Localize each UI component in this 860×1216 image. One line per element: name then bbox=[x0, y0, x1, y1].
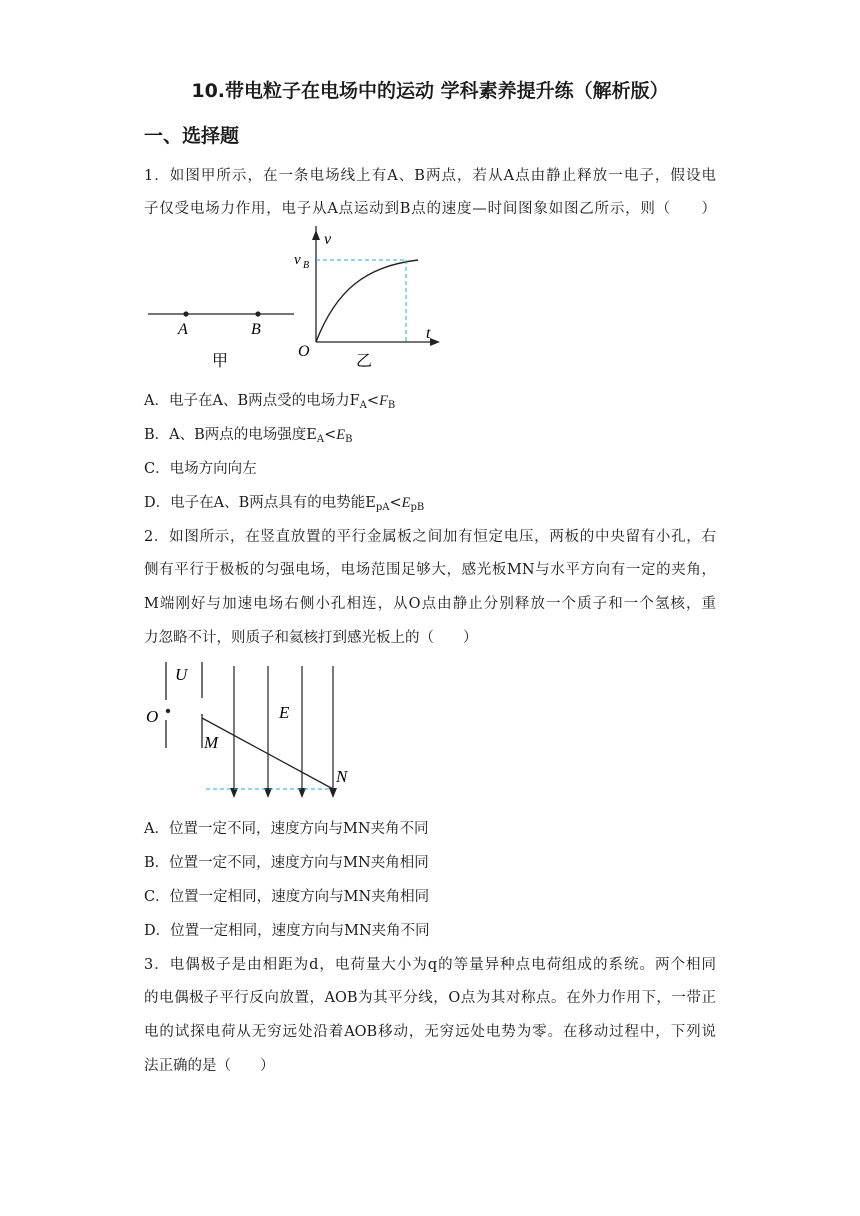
page-title: 10.带电粒子在电场中的运动 学科素养提升练（解析版） bbox=[191, 80, 669, 102]
q1-option-c: C．电场方向向左 bbox=[144, 461, 257, 477]
section-heading: 一、选择题 bbox=[144, 125, 240, 147]
q2-option-d: D．位置一定相同，速度方向与MN夹角不同 bbox=[144, 923, 430, 939]
q2-line-4: 力忽略不计，则质子和氦核打到感光板上的（ ） bbox=[144, 630, 478, 646]
q3-line-3: 电的试探电荷从无穷远处沿着AOB移动，无穷远处电势为零。在移动过程中，下列说 bbox=[144, 1024, 716, 1040]
voltage-label: U bbox=[175, 665, 188, 684]
q2-line-3: M端刚好与加速电场右侧小孔相连，从O点由静止分别释放一个质子和一个氢核，重 bbox=[144, 596, 716, 612]
q2-figure bbox=[140, 656, 370, 804]
q1-figure bbox=[140, 226, 450, 374]
vb-label: v bbox=[294, 252, 301, 268]
fig-jia-label: 甲 bbox=[212, 351, 229, 370]
fig-yi-label: 乙 bbox=[356, 351, 373, 370]
q2-line-2: 侧有平行于极板的匀强电场，电场范围足够大，感光板MN与水平方向有一定的夹角， bbox=[144, 562, 716, 578]
q1-option-a: A．电子在A、B两点受的电场力$F_A<F_B$ bbox=[144, 393, 396, 411]
field-e-label: E bbox=[279, 703, 290, 722]
axis-v-label: v bbox=[324, 231, 332, 248]
q3-line-4: 法正确的是（ ） bbox=[144, 1058, 275, 1074]
q2-option-c: C．位置一定相同，速度方向与MN夹角相同 bbox=[144, 889, 430, 905]
point-b-label: B bbox=[251, 321, 261, 338]
q1-line-1: 1．如图甲所示，在一条电场线上有A、B两点，若从A点由静止释放一电子，假设电 bbox=[144, 168, 716, 184]
q2-option-b: B．位置一定不同，速度方向与MN夹角相同 bbox=[144, 855, 429, 871]
axis-t-label: t bbox=[426, 325, 431, 342]
origin-label: O bbox=[298, 343, 310, 360]
q3-line-2: 的电偶极子平行反向放置，AOB为其平分线，O点为其对称点。在外力作用下，一带正 bbox=[144, 990, 716, 1006]
q1-option-b: B．A、B两点的电场强度$E_A<E_B$ bbox=[144, 427, 353, 445]
q3-line-1: 3．电偶极子是由相距为d，电荷量大小为q的等量异种点电荷组成的系统。两个相同 bbox=[144, 957, 716, 973]
point-n-label: N bbox=[336, 767, 348, 786]
q1-option-d: D．电子在A、B两点具有的电势能$E_{pA}<E_{pB}$ bbox=[144, 495, 425, 513]
q2-option-a: A．位置一定不同，速度方向与MN夹角不同 bbox=[144, 821, 429, 837]
vb-sub-label: B bbox=[303, 260, 310, 271]
point-o-label: O bbox=[146, 707, 159, 726]
point-m-label: M bbox=[204, 733, 219, 752]
q1-line-2: 子仅受电场力作用，电子从A点运动到B点的速度—时间图象如图乙所示，则（ ） bbox=[144, 201, 716, 217]
point-a-label: A bbox=[178, 321, 188, 338]
q2-line-1: 2．如图所示，在竖直放置的平行金属板之间加有恒定电压，两板的中央留有小孔，右 bbox=[144, 529, 716, 545]
